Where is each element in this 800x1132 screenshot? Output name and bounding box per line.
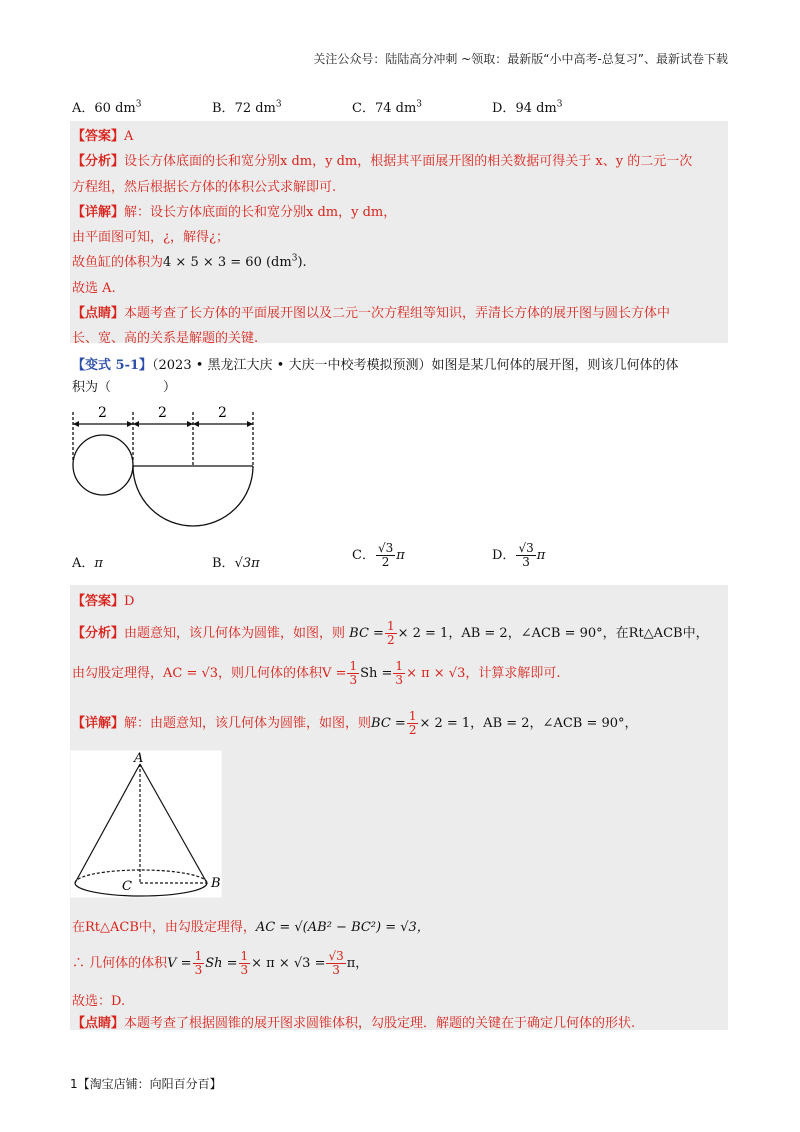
dim-label-2: 2: [158, 405, 167, 421]
analysis2-line-2: 由勾股定理得，AC = √3，则几何体的体积V = $\frac{1}{3}$ Sh = $\frac{1}{3}$ × π × √3，计算求解即可.: [72, 659, 561, 687]
detail-line-2: 由平面图可知，¿，解得¿；: [72, 230, 229, 245]
choice-d: D．94 $dm^3$: [492, 99, 563, 116]
dim-label-3: 2: [218, 405, 227, 421]
page-footer: 1【淘宝店铺：向阳百分百】: [70, 1077, 222, 1091]
choice2-b: B．√3π: [212, 556, 260, 571]
choice2-a: A．π: [72, 556, 103, 571]
question-stem-1: 【变式 5-1】（2023 • 黑龙江大庆 • 大庆一中校考模拟预测）如图是某几何体的展开图，则该几何体的体: [72, 358, 679, 373]
cone-figure: [70, 750, 225, 900]
choice-c: C．74 $dm^3$: [352, 99, 423, 116]
dim-label-1: 2: [98, 405, 107, 421]
comment-line-1: 【点睛】本题考查了长方体的平面展开图以及二元一次方程组等知识，弄清长方体的展开图与圆长方体中: [72, 306, 671, 321]
choice-b: B．72 $dm^3$: [212, 99, 282, 116]
detail-line-1: 【详解】解：设长方体底面的长和宽分别x dm，y dm，: [72, 205, 397, 220]
choice-a: A．60 $dm^3$: [72, 99, 142, 116]
answer2-line: 【答案】D: [72, 594, 135, 609]
choice2-d: D． $\frac{√3}{3}$ π: [492, 541, 546, 569]
detail-line-3: 故鱼缸的体积为4 × 5 × 3 = 60 $(dm^3)$.: [72, 253, 307, 270]
page-header: 关注公众号：陆陆高分冲刺 ~领取：最新版“小中高考-总复习”、最新试卷下载: [313, 52, 728, 66]
comment-line-2: 长、宽、高的关系是解题的关键.: [72, 331, 259, 346]
analysis-line-2: 方程组，然后根据长方体的体积公式求解即可.: [72, 180, 337, 195]
detail2-line-3: ∴ 几何体的体积V = $\frac{1}{3}$ Sh = $\frac{1}{3}$ × π × √3 = $\frac{√3}{3}$ π，: [72, 949, 369, 977]
detail2-line-4: 故选：D.: [72, 994, 126, 1009]
analysis2-line-1: 【分析】由题意知，该几何体为圆锥，如图，则 BC = $\frac{1}{2}$ × 2 = 1，AB = 2，∠ACB = 90°，在Rt△ACB中，: [72, 619, 709, 647]
comment2-line-1: 【点睛】本题考查了根据圆锥的展开图求圆锥体积，勾股定理．解题的关键在于确定几何体的形状.: [72, 1016, 636, 1031]
cone-label-a: A: [134, 751, 144, 766]
cone-label-c: C: [122, 879, 132, 894]
detail2-line-2: 在Rt△ACB中，由勾股定理得，AC = √(AB² − BC²) = √3，: [72, 920, 430, 935]
choice2-c: C． $\frac{√3}{2}$ π: [352, 541, 405, 569]
net-figure: [66, 400, 266, 530]
detail2-line-1: 【详解】解：由题意知，该几何体为圆锥，如图，则BC = $\frac{1}{2}$ × 2 = 1，AB = 2，∠ACB = 90°，: [72, 709, 638, 737]
analysis-line-1: 【分析】设长方体底面的长和宽分别x dm，y dm，根据其平面展开图的相关数据可得关于 x、y 的二元一次: [72, 154, 693, 169]
question-stem-2: 积为（ ）: [72, 380, 177, 395]
cone-label-b: B: [211, 876, 221, 891]
detail-line-4: 故选 A.: [72, 281, 116, 296]
answer-line: 【答案】A: [72, 129, 134, 144]
